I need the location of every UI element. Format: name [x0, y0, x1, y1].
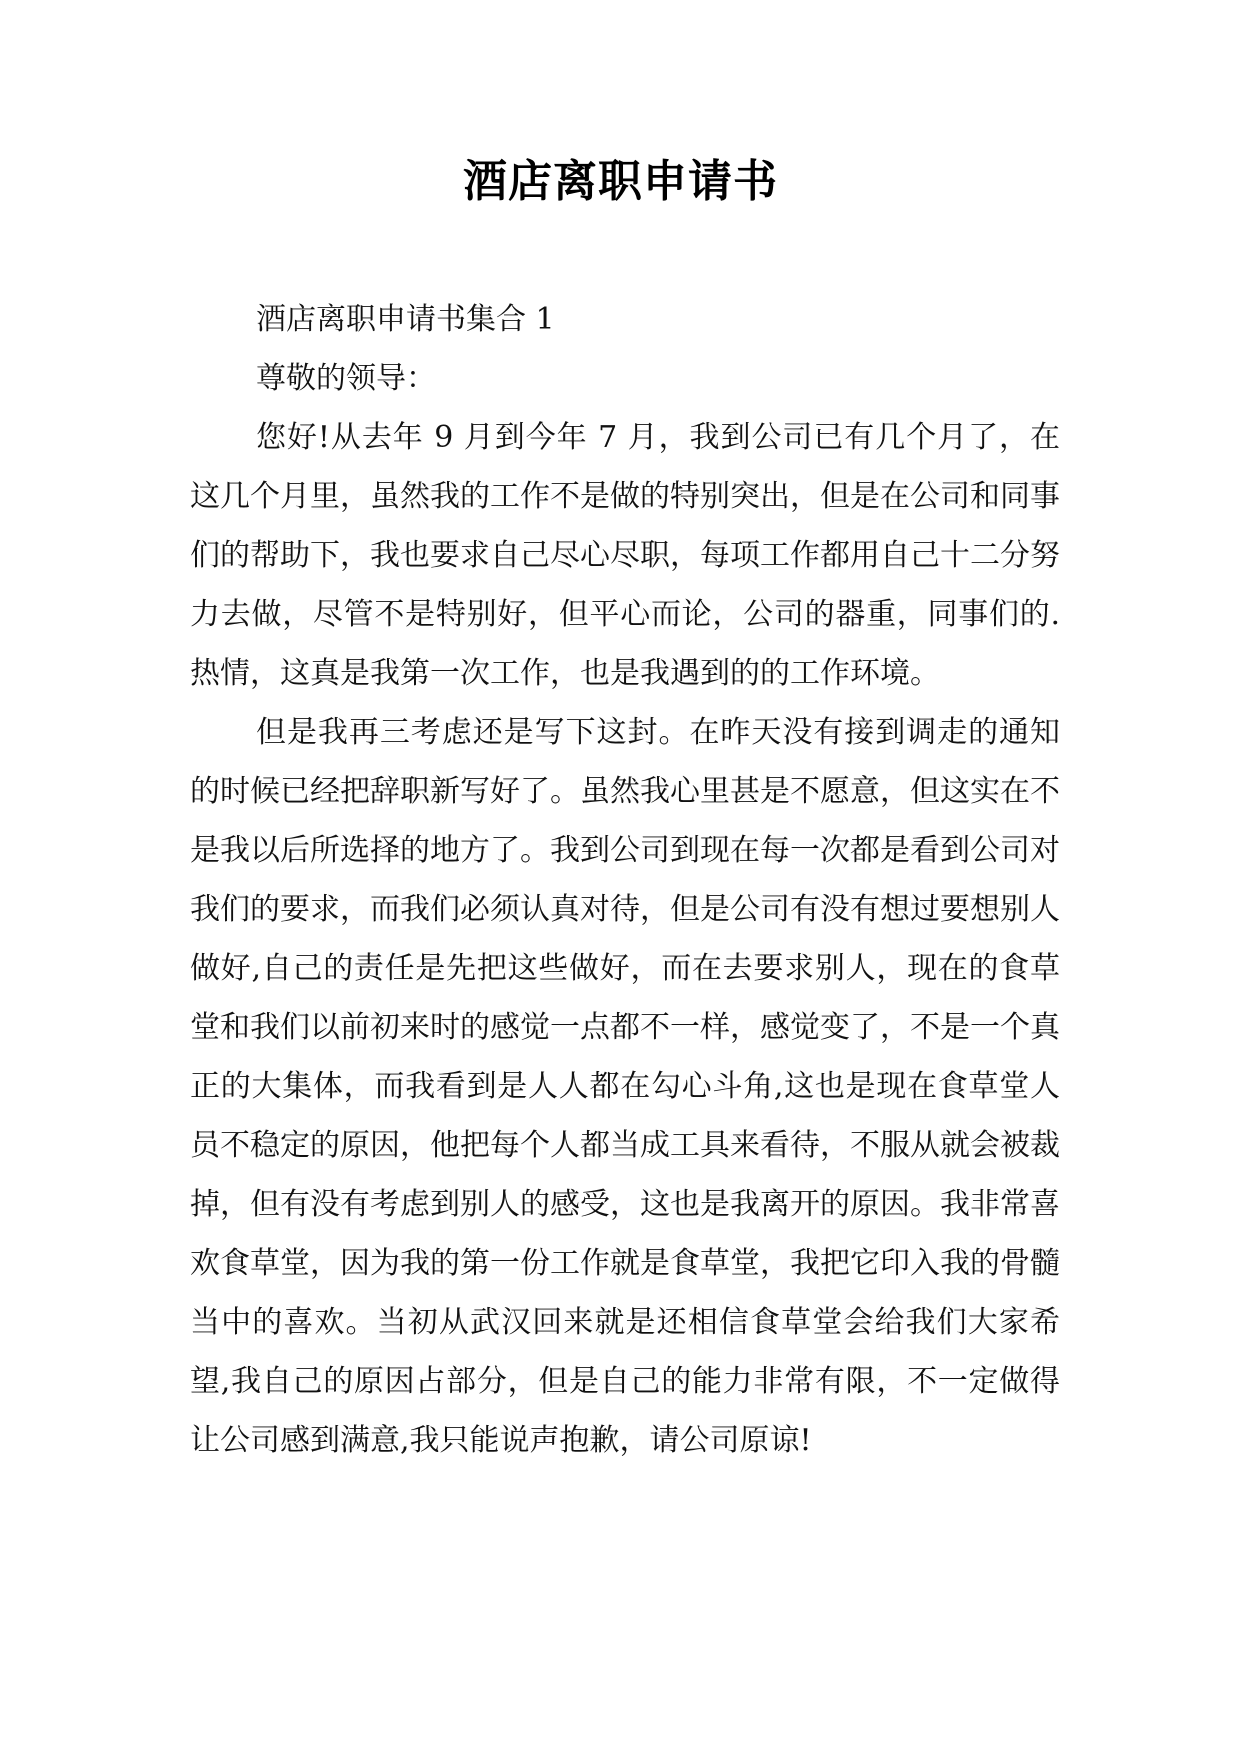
salutation: 尊敬的领导：: [256, 361, 436, 396]
body-paragraph-2: 但是我再三考虑还是写下这封。在昨天没有接到调走的通知的时候已经把辞职新写好了。虽然我心里甚是不愿意，但这实在不是我以后所选择的地方了。我到公司到现在每一次都是看到公司对我们的要求，而我们必须认真对待，但是公司有没有想过要想别人做好,自己的责任是先把这些做好，而在去要求别人，现在的食草堂和我们以前初来时的感觉一点都不一样，感觉变了，不是一个真正的大集体，而我看到是人人都在勾心斗角,这也是现在食草堂人员不稳定的原因，他把每个人都当成工具来看待，不服从就会被裁掉，但有没有考虑到别人的感受，这也是我离开的原因。我非常喜欢食草堂，因为我的第一份工作就是食草堂，我把它印入我的骨髓当中的喜欢。当初从武汉回来就是还相信食草堂会给我们大家希望,我自己的原因占部分，但是自己的能力非常有限，不一定做得让公司感到满意,我只能说声抱歉，请公司原谅!: [190, 715, 1060, 1458]
document-body: [190, 290, 1060, 1470]
collection-heading: 酒店离职申请书集合 1: [256, 302, 555, 337]
body-paragraph-1: 您好!从去年 9 月到今年 7 月，我到公司已有几个月了，在这几个月里，虽然我的工作不是做的特别突出，但是在公司和同事们的帮助下，我也要求自己尽心尽职，每项工作都用自己十二分努力去做，尽管不是特别好，但平心而论，公司的器重，同事们的.热情，这真是我第一次工作，也是我遇到的的工作环境。: [190, 420, 1060, 691]
document-title: 酒店离职申请书: [463, 156, 778, 207]
